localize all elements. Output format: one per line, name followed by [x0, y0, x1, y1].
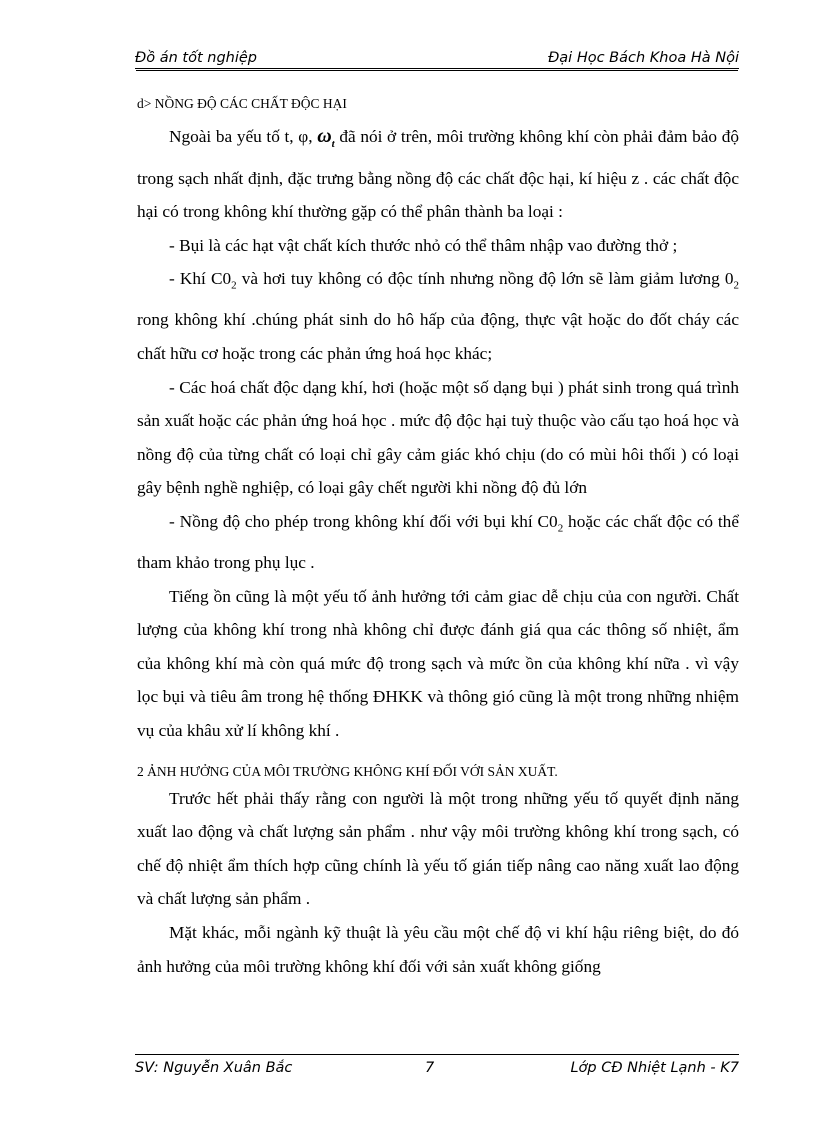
bullet-co2 — [137, 262, 739, 370]
header-left-text: Đồ án tốt nghiệp — [135, 50, 257, 66]
bullet-dust: - Bụi là các hạt vật chất kích thước nhỏ có thể thâm nhập vao đường thở ; — [169, 235, 678, 255]
header-right-text: Đại Học Bách Khoa Hà Nội — [548, 50, 739, 66]
section-2-title: 2 ẢNH HƯỞNG CỦA MÔI TRƯỜNG KHÔNG KHÍ ĐỐI VỚI SẢN XUẤT. — [137, 763, 558, 779]
paragraph-intro — [137, 120, 739, 229]
bullet-co2-a: - Khí C0 — [169, 269, 232, 289]
bullet-co2-c: rong không khí .chúng phát sinh do hô hấp của động, thực vật hoặc do đốt cháy các chất hữu cơ hoặc trong các phản ứng hoá học khác; — [137, 310, 739, 364]
bullet-allowed-b: hoặc các chất độc có thể tham khảo trong phụ lục . — [137, 511, 739, 573]
subscript-2: 2 — [557, 522, 564, 535]
omega-subscript: t — [331, 138, 335, 150]
paragraph-intro-a: Ngoài ba yếu tố t, φ, — [169, 127, 313, 146]
bullet-allowed-concentration — [137, 505, 739, 580]
bullet-allowed-a: - Nồng độ cho phép trong không khí đối với bụi khí C0 — [169, 511, 558, 531]
paragraph-intro-b: đã nói ở trên, môi trường không khí còn phải đảm bảo độ trong sạch nhất định, đặc trưng bằng nồng độ các chất độc hại, kí hiệu z . các chất độc hại có trong không khí thường gặp có thể phân thành ba loại : — [137, 127, 739, 222]
footer-student: SV: Nguyễn Xuân Bắc — [135, 1060, 293, 1076]
page-header — [135, 50, 739, 69]
page-number: 7 — [425, 1060, 435, 1076]
page-footer — [135, 1054, 739, 1079]
page-body — [137, 94, 739, 983]
bullet-chemicals: - Các hoá chất độc dạng khí, hơi (hoặc một số dạng bụi ) phát sinh trong quá trình sản xuất hoặc các phản ứng hoá học . mức độ độc hại tuỳ thuộc vào cấu tạo hoá học và nồng độ của từng chất có loại chỉ gây cảm giác khó chịu (do có mùi hôi thối ) có loại gây bệnh nghề nghiệp, có loại gây chết người khi nồng độ đủ lớn — [137, 377, 739, 498]
bullet-co2-b: và hơi tuy không có độc tính nhưng nồng độ lớn sẽ làm giảm lương 0 — [241, 269, 734, 289]
omega-symbol — [317, 125, 335, 150]
subscript-2: 2 — [231, 279, 237, 292]
section-d-title: d> NỒNG ĐỘ CÁC CHẤT ĐỘC HẠI — [137, 96, 347, 111]
subscript-2: 2 — [733, 279, 739, 292]
omega-char: ω — [317, 125, 332, 147]
paragraph-noise: Tiếng ồn cũng là một yếu tố ảnh hưởng tới cảm giac dễ chịu của con người. Chất lượng của không khí trong nhà không chỉ được đánh giá qua các thông số nhiệt, ẩm của không khí mà còn quá mức độ trong sạch và mức ồn của không khí nữa . vì vậy lọc bụi và tiêu âm trong hệ thống ĐHKK và thông gió cũng là một trong những nhiệm vụ của khâu xử lí không khí . — [137, 586, 739, 740]
paragraph-microclimate: Mặt khác, mỗi ngành kỹ thuật là yêu cầu một chế độ vi khí hậu riêng biệt, do đó ảnh hưởng của môi trường không khí đối với sản xuất không giống — [137, 922, 739, 976]
paragraph-productivity: Trước hết phải thấy rằng con người là một trong những yếu tố quyết định năng xuất lao động và chất lượng sản phẩm . như vậy môi trường không khí trong sạch, có chế độ nhiệt ẩm thích hợp cũng chính là yếu tố gián tiếp nâng cao năng xuất lao động và chất lượng sản phẩm . — [137, 788, 739, 909]
footer-class: Lớp CĐ Nhiệt Lạnh - K7 — [570, 1060, 739, 1076]
